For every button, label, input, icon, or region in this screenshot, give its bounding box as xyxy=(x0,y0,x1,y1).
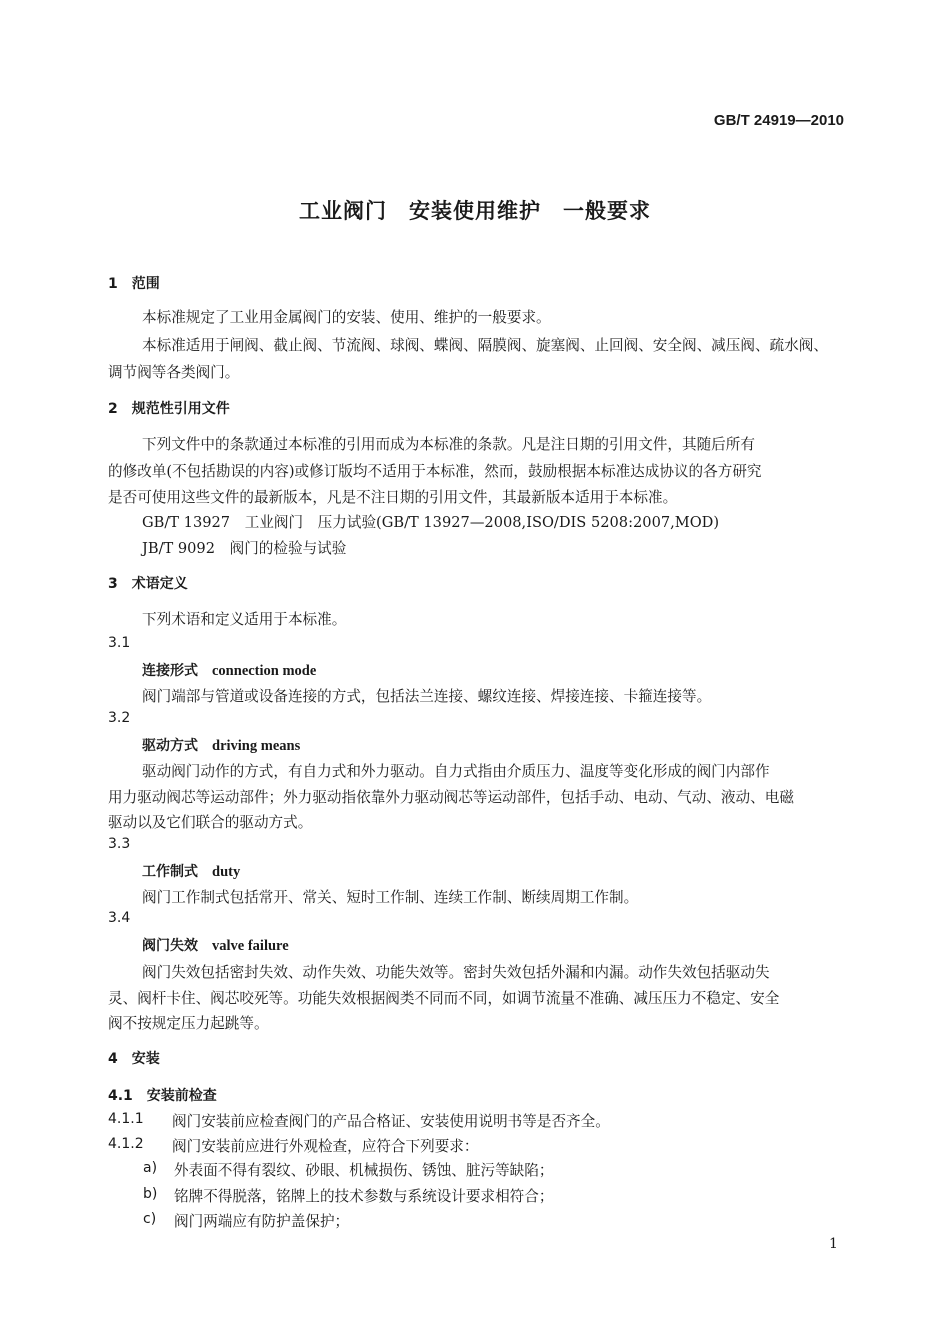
paragraph: 的修改单(不包括勘误的内容)或修订版均不适用于本标准，然而，鼓励根据本标准达成协议的各方研究 xyxy=(108,463,762,480)
standard-number: GB/T 24919—2010 xyxy=(713,112,844,129)
paragraph: 本标准适用于闸阀、截止阀、节流阀、球阀、蝶阀、隔膜阀、旋塞阀、止回阀、安全阀、减压阀、疏水阀、 xyxy=(142,337,828,354)
term-heading xyxy=(142,735,300,755)
term-zh: 驱动方式 xyxy=(142,738,198,754)
list-label: b) xyxy=(143,1186,158,1202)
list-label: c) xyxy=(143,1211,157,1227)
term-heading xyxy=(142,660,316,680)
definition: 驱动阀门动作的方式，有自力式和外力驱动。自力式指由介质压力、温度等变化形成的阀门内部作 xyxy=(142,763,770,780)
document-title: 工业阀门 安装使用维护 一般要求 xyxy=(299,199,651,223)
definition: 阀不按规定压力起跳等。 xyxy=(108,1015,269,1032)
clause-number: 3.4 xyxy=(108,910,131,926)
paragraph: 是否可使用这些文件的最新版本，凡是不注日期的引用文件，其最新版本适用于本标准。 xyxy=(108,489,678,506)
term-en: driving means xyxy=(212,738,301,754)
section-1-heading: 1 范围 xyxy=(108,276,160,292)
definition: 灵、阀杆卡住、阀芯咬死等。功能失效根据阀类不同而不同，如调节流量不准确、减压压力不稳定、安全 xyxy=(108,990,780,1007)
clause-number: 3.3 xyxy=(108,836,131,852)
term-heading xyxy=(142,935,289,955)
section-2-heading: 2 规范性引用文件 xyxy=(108,401,230,417)
reference-item: JB/T 9092 阀门的检验与试验 xyxy=(142,540,347,557)
section-4-heading: 4 安装 xyxy=(108,1051,160,1067)
term-zh: 工作制式 xyxy=(142,864,198,880)
clause-number: 4.1.1 xyxy=(108,1111,144,1127)
list-item: 铭牌不得脱落，铭牌上的技术参数与系统设计要求相符合； xyxy=(174,1188,554,1205)
term-zh: 连接形式 xyxy=(142,663,198,679)
definition: 阀门失效包括密封失效、动作失效、功能失效等。密封失效包括外漏和内漏。动作失效包括驱动失 xyxy=(142,964,770,981)
page-number: 1 xyxy=(829,1236,838,1252)
clause-text: 阀门安装前应检查阀门的产品合格证、安装使用说明书等是否齐全。 xyxy=(172,1113,610,1130)
paragraph: 下列文件中的条款通过本标准的引用而成为本标准的条款。凡是注日期的引用文件，其随后所有 xyxy=(142,436,755,453)
clause-number: 4.1.2 xyxy=(108,1136,144,1152)
paragraph: 调节阀等各类阀门。 xyxy=(108,364,240,381)
definition: 驱动以及它们联合的驱动方式。 xyxy=(108,814,313,831)
paragraph: 本标准规定了工业用金属阀门的安装、使用、维护的一般要求。 xyxy=(142,309,551,326)
term-en: connection mode xyxy=(212,663,317,679)
term-en: duty xyxy=(212,864,241,880)
term-heading xyxy=(142,861,240,881)
reference-item: GB/T 13927 工业阀门 压力试验(GB/T 13927—2008,ISO/DIS 5208:2007,MOD) xyxy=(142,514,720,531)
definition: 阀门工作制式包括常开、常关、短时工作制、连续工作制、断续周期工作制。 xyxy=(142,889,639,906)
clause-number: 3.2 xyxy=(108,710,131,726)
list-label: a) xyxy=(143,1160,158,1176)
section-3-heading: 3 术语定义 xyxy=(108,576,188,592)
clause-number: 3.1 xyxy=(108,635,131,651)
definition: 阀门端部与管道或设备连接的方式，包括法兰连接、螺纹连接、焊接连接、卡箍连接等。 xyxy=(142,688,712,705)
list-item: 外表面不得有裂纹、砂眼、机械损伤、锈蚀、脏污等缺陷； xyxy=(174,1162,554,1179)
list-item: 阀门两端应有防护盖保护； xyxy=(174,1213,350,1230)
term-en: valve failure xyxy=(212,938,289,954)
subsection-heading: 4.1 安装前检查 xyxy=(108,1088,217,1104)
definition: 用力驱动阀芯等运动部件；外力驱动指依靠外力驱动阀芯等运动部件，包括手动、电动、气动、液动、电磁 xyxy=(108,789,794,806)
clause-text: 阀门安装前应进行外观检查，应符合下列要求： xyxy=(172,1138,479,1155)
paragraph: 下列术语和定义适用于本标准。 xyxy=(142,611,347,628)
term-zh: 阀门失效 xyxy=(142,938,198,954)
